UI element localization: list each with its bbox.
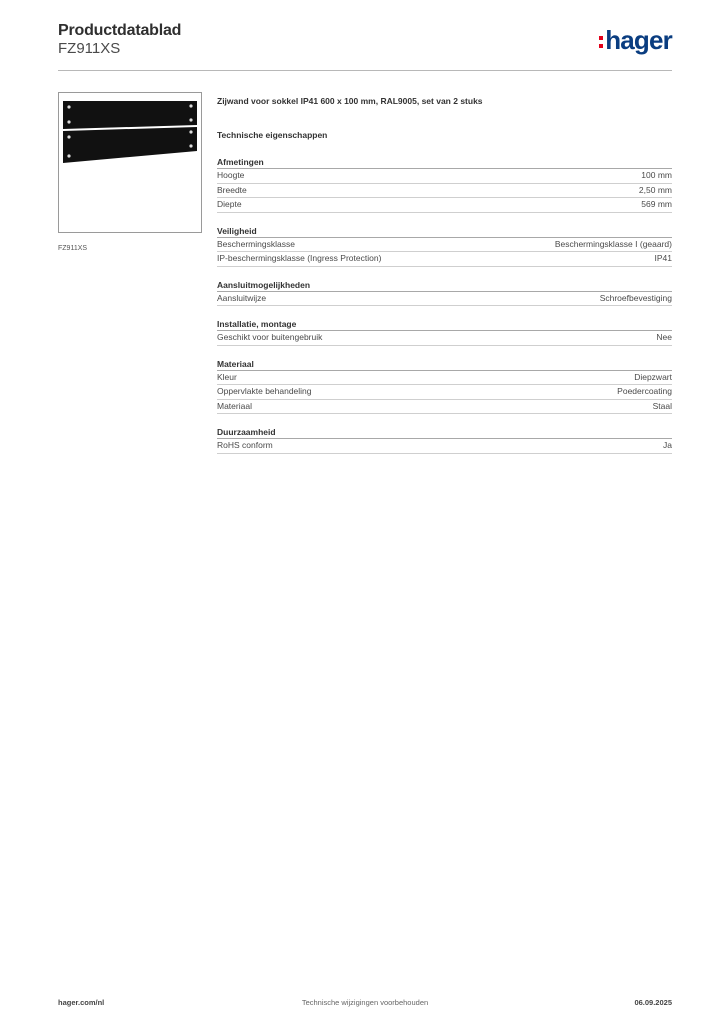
property-label: Breedte <box>217 184 247 195</box>
property-value: Staal <box>652 400 672 411</box>
property-row <box>217 292 672 307</box>
section-title: Duurzaamheid <box>217 426 672 439</box>
section-title: Aansluitmogelijkheden <box>217 279 672 292</box>
image-caption: FZ911XS <box>58 245 88 252</box>
property-label: Hoogte <box>217 170 245 180</box>
logo-dots-icon <box>599 36 603 48</box>
section-duurzaamheid <box>217 426 672 454</box>
property-row <box>217 184 672 199</box>
property-row <box>217 198 672 213</box>
property-value: Schroefbevestiging <box>599 292 672 303</box>
property-row <box>217 439 672 454</box>
side-panels-illustration <box>59 93 201 232</box>
section-afmetingen <box>217 156 672 213</box>
property-label: Oppervlakte behandeling <box>217 386 312 396</box>
property-value: 569 mm <box>641 199 672 209</box>
property-value: Poedercoating <box>617 386 672 396</box>
property-row <box>217 371 672 386</box>
page-header <box>58 20 672 71</box>
page-title: Productdatablad <box>58 22 182 39</box>
property-row <box>217 400 672 415</box>
property-row <box>217 331 672 346</box>
property-label: Diepte <box>217 199 242 209</box>
property-label: Materiaal <box>217 400 252 411</box>
section-materiaal <box>217 358 672 415</box>
property-label: RoHS conform <box>217 440 273 450</box>
section-veiligheid <box>217 225 672 267</box>
section-title: Installatie, montage <box>217 318 672 331</box>
property-label: Beschermingsklasse <box>217 238 295 249</box>
property-label: Aansluitwijze <box>217 292 267 303</box>
logo-text: hager <box>605 24 672 55</box>
property-row <box>217 385 672 400</box>
section-aansluitmogelijkheden <box>217 279 672 307</box>
property-value: Beschermingsklasse I (geaard) <box>554 238 672 249</box>
product-description: Zijwand voor sokkel IP41 600 x 100 mm, RAL9005, set van 2 stuks <box>217 96 483 106</box>
product-code: FZ911XS <box>58 40 121 57</box>
property-value: IP41 <box>654 253 672 263</box>
property-value: 100 mm <box>641 170 672 180</box>
product-image <box>58 92 202 233</box>
property-label: IP-beschermingsklasse (Ingress Protection) <box>217 253 382 263</box>
hager-logo <box>599 26 672 54</box>
property-value: Ja <box>663 440 672 450</box>
property-row <box>217 238 672 253</box>
section-title: Veiligheid <box>217 225 672 238</box>
footer-date: 06.09.2025 <box>634 998 672 1007</box>
footer-disclaimer: Technische wijzigingen voorbehouden <box>301 998 429 1007</box>
product-content <box>217 96 672 454</box>
property-label: Geschikt voor buitengebruik <box>217 332 323 342</box>
property-row <box>217 252 672 267</box>
technical-properties-heading: Technische eigenschappen <box>217 130 328 140</box>
section-title: Materiaal <box>217 358 672 371</box>
property-label: Kleur <box>217 371 237 382</box>
property-value: Nee <box>656 332 672 342</box>
property-row <box>217 169 672 184</box>
section-installatie-montage <box>217 318 672 346</box>
property-value: Diepzwart <box>634 371 672 382</box>
section-title: Afmetingen <box>217 156 672 169</box>
footer-website: hager.com/nl <box>58 998 105 1007</box>
property-value: 2,50 mm <box>638 184 672 195</box>
